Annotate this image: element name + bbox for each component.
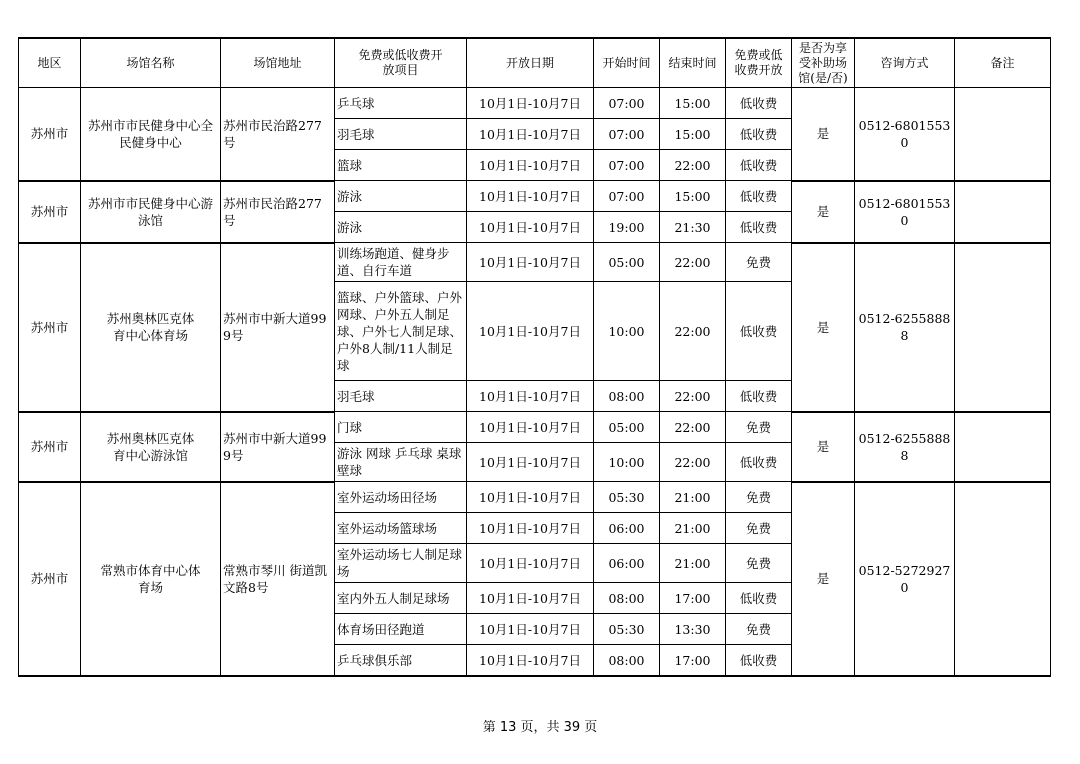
header-end: 结束时间 <box>660 38 726 88</box>
venue-address-cell: 苏州市民治路277号 <box>221 88 335 181</box>
remark-cell <box>955 181 1051 243</box>
start-cell: 10:00 <box>594 282 660 381</box>
item-cell: 羽毛球 <box>335 381 467 412</box>
dates-cell: 10月1日-10月7日 <box>467 412 594 443</box>
venue-name-cell: 常熟市体育中心体育场 <box>81 482 221 677</box>
header-start: 开始时间 <box>594 38 660 88</box>
item-cell: 室外运动场七人制足球场 <box>335 544 467 583</box>
dates-cell: 10月1日-10月7日 <box>467 513 594 544</box>
dates-cell: 10月1日-10月7日 <box>467 119 594 150</box>
dates-cell: 10月1日-10月7日 <box>467 443 594 482</box>
header-venue-name: 场馆名称 <box>81 38 221 88</box>
subsidy-cell: 是 <box>792 88 855 181</box>
end-cell: 21:00 <box>660 482 726 513</box>
dates-cell: 10月1日-10月7日 <box>467 381 594 412</box>
start-cell: 10:00 <box>594 443 660 482</box>
type-cell: 低收费 <box>726 381 792 412</box>
header-dates: 开放日期 <box>467 38 594 88</box>
contact-cell: 0512-62558888 <box>855 412 955 482</box>
venue-address-cell: 苏州市中新大道999号 <box>221 243 335 412</box>
type-cell: 免费 <box>726 243 792 282</box>
end-cell: 17:00 <box>660 583 726 614</box>
header-type: 免费或低收费开放 <box>726 38 792 88</box>
start-cell: 07:00 <box>594 88 660 119</box>
contact-cell: 0512-68015530 <box>855 88 955 181</box>
venue-address-cell: 苏州市中新大道999号 <box>221 412 335 482</box>
header-item: 免费或低收费开放项目 <box>335 38 467 88</box>
region-cell: 苏州市 <box>19 181 81 243</box>
subsidy-cell: 是 <box>792 412 855 482</box>
end-cell: 21:00 <box>660 513 726 544</box>
start-cell: 19:00 <box>594 212 660 243</box>
end-cell: 22:00 <box>660 150 726 181</box>
header-venue-address: 场馆地址 <box>221 38 335 88</box>
venue-name-cell: 苏州市市民健身中心游泳馆 <box>81 181 221 243</box>
subsidy-cell: 是 <box>792 243 855 412</box>
type-cell: 免费 <box>726 482 792 513</box>
start-cell: 05:30 <box>594 482 660 513</box>
header-remark: 备注 <box>955 38 1051 88</box>
item-cell: 游泳 <box>335 181 467 212</box>
dates-cell: 10月1日-10月7日 <box>467 243 594 282</box>
dates-cell: 10月1日-10月7日 <box>467 150 594 181</box>
item-cell: 门球 <box>335 412 467 443</box>
start-cell: 06:00 <box>594 544 660 583</box>
item-cell: 篮球 <box>335 150 467 181</box>
header-subsidy: 是否为享受补助场馆(是/否) <box>792 38 855 88</box>
remark-cell <box>955 243 1051 412</box>
remark-cell <box>955 412 1051 482</box>
contact-cell: 0512-62558888 <box>855 243 955 412</box>
type-cell: 低收费 <box>726 583 792 614</box>
table-row <box>19 243 1051 282</box>
table-row <box>19 88 1051 119</box>
dates-cell: 10月1日-10月7日 <box>467 614 594 645</box>
venue-address-cell: 常熟市琴川 街道凯文路8号 <box>221 482 335 677</box>
remark-cell <box>955 88 1051 181</box>
type-cell: 低收费 <box>726 150 792 181</box>
item-cell: 体育场田径跑道 <box>335 614 467 645</box>
start-cell: 07:00 <box>594 150 660 181</box>
end-cell: 22:00 <box>660 243 726 282</box>
subsidy-cell: 是 <box>792 482 855 677</box>
end-cell: 22:00 <box>660 443 726 482</box>
venue-table <box>18 37 1051 677</box>
start-cell: 08:00 <box>594 583 660 614</box>
start-cell: 07:00 <box>594 119 660 150</box>
dates-cell: 10月1日-10月7日 <box>467 645 594 677</box>
type-cell: 低收费 <box>726 282 792 381</box>
venue-name-cell: 苏州奥林匹克体育中心游泳馆 <box>81 412 221 482</box>
type-cell: 免费 <box>726 614 792 645</box>
item-cell: 篮球、户外篮球、户外网球、户外五人制足球、户外七人制足球、户外8人制/11人制足球 <box>335 282 467 381</box>
item-cell: 室外运动场篮球场 <box>335 513 467 544</box>
item-cell: 羽毛球 <box>335 119 467 150</box>
type-cell: 低收费 <box>726 645 792 677</box>
end-cell: 13:30 <box>660 614 726 645</box>
end-cell: 15:00 <box>660 119 726 150</box>
item-cell: 训练场跑道、健身步道、自行车道 <box>335 243 467 282</box>
type-cell: 低收费 <box>726 212 792 243</box>
end-cell: 22:00 <box>660 381 726 412</box>
start-cell: 06:00 <box>594 513 660 544</box>
page-footer: 第 13 页，共 39 页 <box>482 720 598 735</box>
type-cell: 免费 <box>726 412 792 443</box>
item-cell: 游泳 网球 乒乓球 桌球 壁球 <box>335 443 467 482</box>
venue-name-cell: 苏州市市民健身中心全民健身中心 <box>81 88 221 181</box>
end-cell: 21:00 <box>660 544 726 583</box>
item-cell: 乒乓球 <box>335 88 467 119</box>
region-cell: 苏州市 <box>19 412 81 482</box>
header-contact: 咨询方式 <box>855 38 955 88</box>
contact-cell: 0512-68015530 <box>855 181 955 243</box>
header-row <box>19 38 1051 88</box>
remark-cell <box>955 482 1051 677</box>
end-cell: 17:00 <box>660 645 726 677</box>
start-cell: 08:00 <box>594 381 660 412</box>
type-cell: 低收费 <box>726 181 792 212</box>
subsidy-cell: 是 <box>792 181 855 243</box>
table-row <box>19 412 1051 443</box>
item-cell: 游泳 <box>335 212 467 243</box>
dates-cell: 10月1日-10月7日 <box>467 282 594 381</box>
dates-cell: 10月1日-10月7日 <box>467 212 594 243</box>
dates-cell: 10月1日-10月7日 <box>467 181 594 212</box>
dates-cell: 10月1日-10月7日 <box>467 544 594 583</box>
dates-cell: 10月1日-10月7日 <box>467 583 594 614</box>
start-cell: 05:30 <box>594 614 660 645</box>
start-cell: 07:00 <box>594 181 660 212</box>
end-cell: 22:00 <box>660 282 726 381</box>
item-cell: 室外运动场田径场 <box>335 482 467 513</box>
start-cell: 05:00 <box>594 412 660 443</box>
type-cell: 免费 <box>726 513 792 544</box>
type-cell: 低收费 <box>726 119 792 150</box>
start-cell: 05:00 <box>594 243 660 282</box>
region-cell: 苏州市 <box>19 88 81 181</box>
end-cell: 15:00 <box>660 88 726 119</box>
type-cell: 免费 <box>726 544 792 583</box>
type-cell: 低收费 <box>726 443 792 482</box>
venue-address-cell: 苏州市民治路277号 <box>221 181 335 243</box>
venue-name-cell: 苏州奥林匹克体育中心体育场 <box>81 243 221 412</box>
item-cell: 乒乓球俱乐部 <box>335 645 467 677</box>
type-cell: 低收费 <box>726 88 792 119</box>
dates-cell: 10月1日-10月7日 <box>467 88 594 119</box>
contact-cell: 0512-52729270 <box>855 482 955 677</box>
item-cell: 室内外五人制足球场 <box>335 583 467 614</box>
region-cell: 苏州市 <box>19 243 81 412</box>
table-row <box>19 482 1051 513</box>
end-cell: 15:00 <box>660 181 726 212</box>
dates-cell: 10月1日-10月7日 <box>467 482 594 513</box>
end-cell: 22:00 <box>660 412 726 443</box>
region-cell: 苏州市 <box>19 482 81 677</box>
end-cell: 21:30 <box>660 212 726 243</box>
header-region: 地区 <box>19 38 81 88</box>
start-cell: 08:00 <box>594 645 660 677</box>
table-row <box>19 181 1051 212</box>
